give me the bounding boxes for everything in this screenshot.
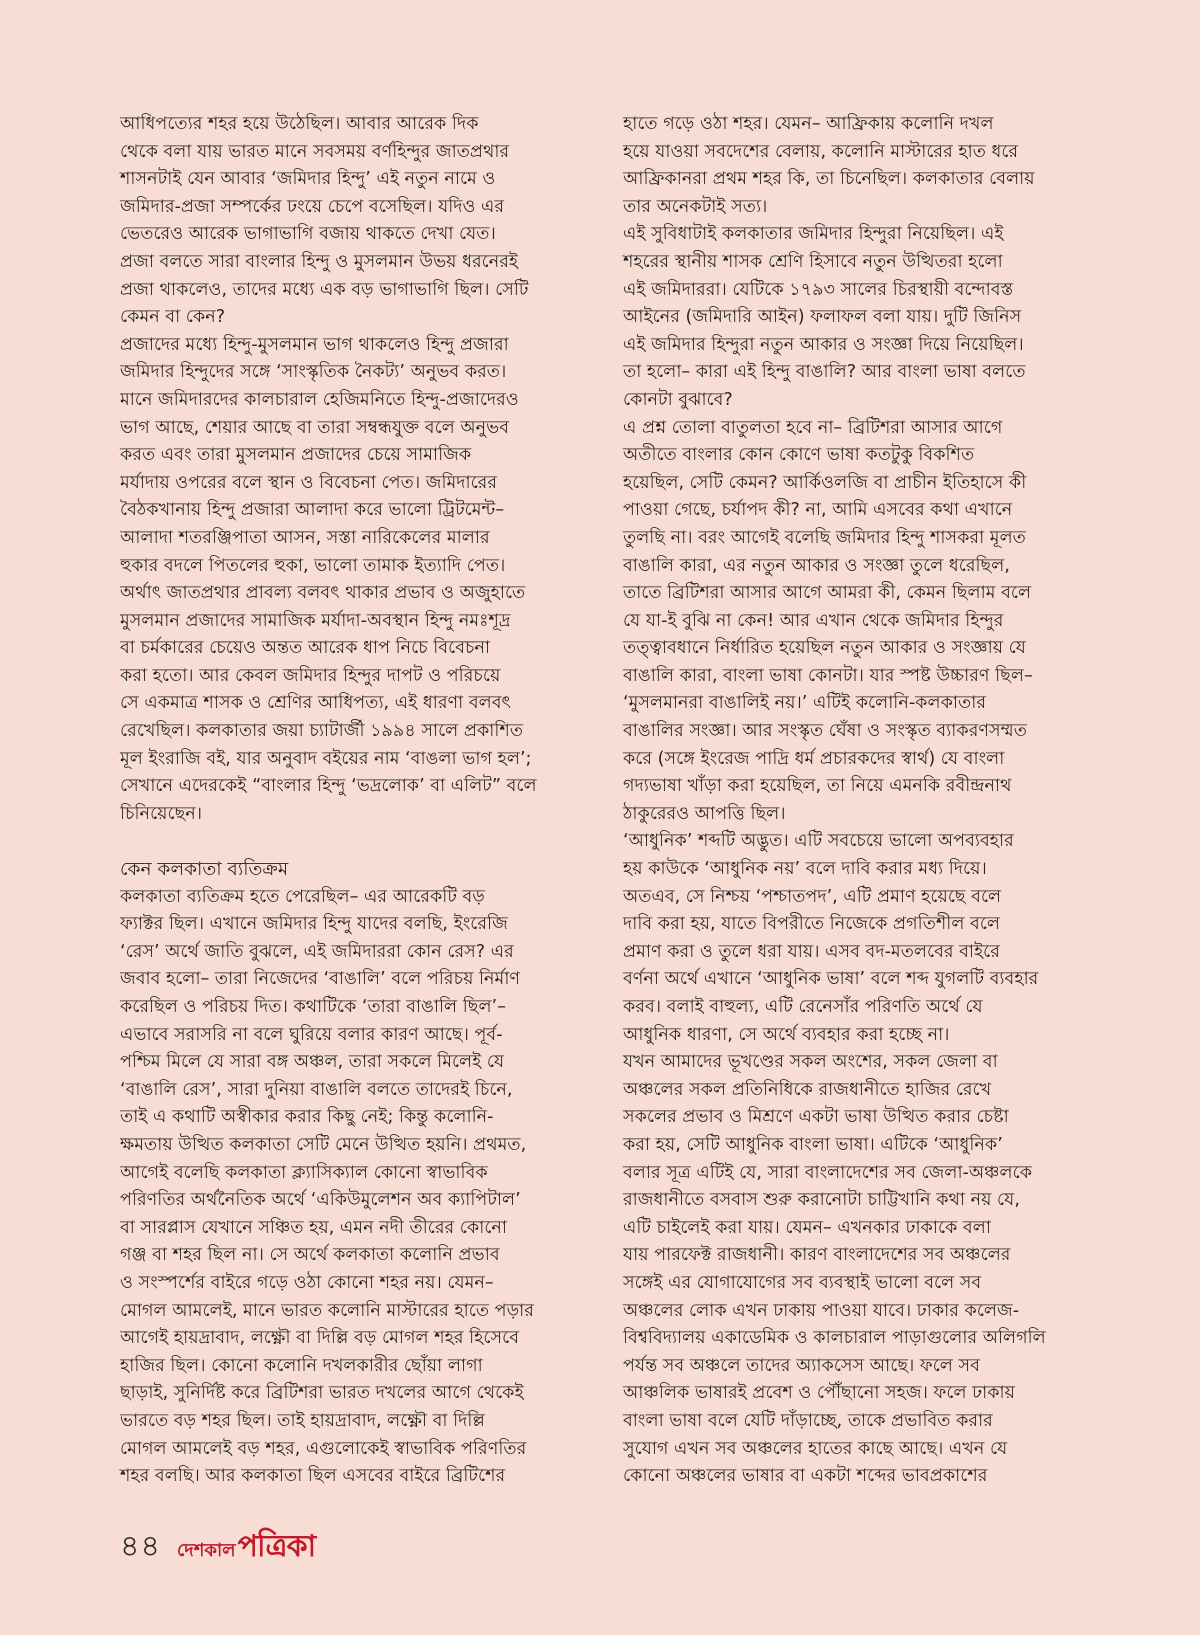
- left-column: [120, 111, 590, 1491]
- text-line: মোগল আমলেই, মানে ভারত কলোনি মাস্টারের হাতে পড়ার: [120, 1300, 534, 1321]
- text-line: কোনো অঞ্চলের ভাষার বা একটা শব্দের ভাবপ্রকাশের: [623, 1466, 988, 1487]
- text-line: করত এবং তারা মুসলমান প্রজাদের চেয়ে সামাজিক: [120, 445, 472, 466]
- text-line: সেখানে এদেরকেই “বাংলার হিন্দু ‘ভদ্রলোক’ বা এলিট” বলে: [120, 776, 537, 797]
- text-line: হাতে গড়ে ওঠা শহর। যেমন– আফ্রিকায় কলোনি দখল: [623, 114, 994, 134]
- text-line: প্রজাদের মধ্যে হিন্দু-মুসলমান ভাগ থাকলেও হিন্দু প্রজারা: [120, 334, 509, 355]
- text-line: পর্যন্ত সব অঞ্চলে তাদের অ্যাকসেস আছে। ফলে সব: [623, 1355, 980, 1376]
- text-line: অঞ্চলের সকল প্রতিনিধিকে রাজধানীতে হাজির রেখে: [623, 1079, 992, 1100]
- text-line: মুসলমান প্রজাদের সামাজিক মর্যাদা-অবস্থান হিন্দু নমঃশূদ্র: [120, 610, 511, 631]
- text-line: করব। বলাই বাহুল্য, এটি রেনেসাঁর পরিণতি অর্থে যে: [623, 997, 983, 1017]
- text-line: সঙ্গেই এর যোগাযোগের সব ব্যবস্থাই ভালো বলে সব: [623, 1272, 982, 1293]
- text-line: করেছিল ও পরিচয় দিত। কথাটিকে ‘তারা বাঙালি ছিল’–: [120, 997, 506, 1017]
- section-heading: কেন কলকাতা ব্যতিক্রম: [120, 859, 289, 881]
- text-line: আইনের (জমিদারি আইন) ফলাফল বলা যায়। দুটি জিনিস: [623, 307, 1022, 328]
- text-line: গঞ্জ বা শহর ছিল না। সে অর্থে কলকাতা কলোনি প্রভাব: [120, 1245, 500, 1266]
- text-line: আগেই বলেছি কলকাতা ক্ল্যাসিক্যাল কোনো স্বাভাবিক: [120, 1162, 488, 1183]
- text-line: আঞ্চলিক ভাষারই প্রবেশ ও পৌঁছানো সহজ। ফলে ঢাকায়: [623, 1383, 1016, 1404]
- text-line: যে যা-ই বুঝি না কেন! আর এখান থেকে জমিদার হিন্দুর: [623, 610, 1004, 631]
- text-line: সুযোগ এখন সব অঞ্চলের হাতের কাছে আছে। এখন যে: [623, 1438, 1008, 1459]
- text-line: হাজির ছিল। কোনো কলোনি দখলকারীর ছোঁয়া লাগা: [120, 1355, 483, 1376]
- text-line: থেকে বলা যায় ভারত মানে সবসময় বর্ণহিন্দুর জাতপ্রথার: [120, 141, 510, 162]
- page-footer: [120, 1522, 315, 1573]
- text-line: হয় কাউকে ‘আধুনিক নয়’ বলে দাবি করার মধ্য দিয়ে।: [623, 859, 987, 880]
- text-line: প্রজা থাকলেও, তাদের মধ্যে এক বড় ভাগাভাগি ছিল। সেটি: [120, 279, 529, 300]
- text-line: বৈঠকখানায় হিন্দু প্রজারা আলাদা করে ভালো ট্রিটমেন্ট–: [120, 500, 505, 521]
- text-line: তা হলো– কারা এই হিন্দু বাঙালি? আর বাংলা ভাষা বলতে: [623, 362, 1026, 383]
- text-line: সকলের প্রভাব ও মিশ্রণে একটা ভাষা উত্থিত করার চেষ্টা: [623, 1107, 1009, 1128]
- text-line: জমিদার হিন্দুদের সঙ্গে ‘সাংস্কৃতিক নৈকট্য’ অনুভব করত।: [120, 362, 507, 383]
- text-line: হয়েছিল, সেটি কেমন? আর্কিওলজি বা প্রাচীন ইতিহাসে কী: [623, 472, 1027, 493]
- text-line: অতীতে বাংলার কোন কোণে ভাষা কতটুকু বিকশিত: [623, 445, 975, 466]
- text-line: গদ্যভাষা খাঁড়া করা হয়েছিল, তা নিয়ে এমনকি রবীন্দ্রনাথ: [623, 776, 1012, 797]
- text-line: এটি চাইলেই করা যায়। যেমন– এখনকার ঢাকাকে বলা: [623, 1217, 991, 1238]
- text-line: দাবি করা হয়, যাতে বিপরীতে নিজেকে প্রগতিশীল বলে: [623, 914, 1001, 935]
- text-line: শাসনটাই যেন আবার ‘জমিদার হিন্দু’ এই নতুন নামে ও: [120, 169, 496, 190]
- right-body-text: [623, 111, 1090, 1491]
- text-line: কলকাতা ব্যতিক্রম হতে পেরেছিল– এর আরেকটি বড়: [120, 886, 485, 907]
- text-line: অর্থাৎ জাতপ্রথার প্রাবল্য বলবৎ থাকার প্রভাব ও অজুহাতে: [120, 583, 526, 604]
- text-line: বলার সূত্র এটিই যে, সারা বাংলাদেশের সব জেলা-অঞ্চলকে: [623, 1162, 1033, 1183]
- text-line: পরিণতির অর্থনৈতিক অর্থে ‘একিউমুলেশন অব ক্যাপিটাল’: [120, 1190, 521, 1211]
- text-line: বাংলা ভাষা বলে যেটি দাঁড়াচ্ছে, তাকে প্রভাবিত করার: [623, 1410, 993, 1431]
- text-line: অঞ্চলের লোক এখন ঢাকায় পাওয়া যাবে। ঢাকার কলেজ-: [623, 1300, 1020, 1321]
- text-line: কোনটা বুঝাবে?: [623, 389, 733, 410]
- text-line: তাই এ কথাটি অস্বীকার করার কিছু নেই; কিন্তু কলোনি-: [120, 1107, 494, 1128]
- text-line: এই সুবিধাটাই কলকাতার জমিদার হিন্দুরা নিয়েছিল। এই: [623, 224, 1004, 245]
- text-line: ‘বাঙালি রেস’, সারা দুনিয়া বাঙালি বলতে তাদেরই চিনে,: [120, 1079, 513, 1100]
- text-line: তুলছি না। বরং আগেই বলেছি জমিদার হিন্দু শাসকরা মূলত: [623, 527, 1026, 548]
- left-body-text-1: [120, 111, 590, 828]
- text-line: মানে জমিদারদের কালচারাল হেজিমনিতে হিন্দু-প্রজাদেরও: [120, 389, 519, 410]
- text-line: ‘আধুনিক’ শব্দটি অদ্ভুত। এটি সবচেয়ে ভালো অপব্যবহার: [623, 831, 1014, 852]
- text-line: প্রজা বলতে সারা বাংলার হিন্দু ও মুসলমান উভয় ধরনেরই: [120, 251, 519, 272]
- text-line: আধিপত্যের শহর হয়ে উঠেছিল। আবার আরেক দিক: [120, 114, 479, 134]
- text-line: পাওয়া গেছে, চর্যাপদ কী? না, আমি এসবের কথা এখানে: [623, 500, 1013, 521]
- text-line: ভারতে বড় শহর ছিল। তাই হায়দ্রাবাদ, লক্ষ্ণৌ বা দিল্লি: [120, 1410, 485, 1431]
- text-line: রেখেছিল। কলকাতার জয়া চ্যাটার্জী ১৯৯৪ সালে প্রকাশিত: [120, 721, 524, 742]
- text-line: বিশ্ববিদ্যালয় একাডেমিক ও কালচারাল পাড়াগুলোর অলিগলি: [623, 1328, 1046, 1349]
- text-line: এই জমিদাররা। যেটিকে ১৭৯৩ সালের চিরস্থায়ী বন্দোবস্ত: [623, 279, 1014, 300]
- text-line: রাজধানীতে বসবাস শুরু করানোটা চাট্টিখানি কথা নয় যে,: [623, 1190, 1020, 1211]
- text-line: আলাদা শতরঞ্জিপাতা আসন, সস্তা নারিকেলের মালার: [120, 527, 490, 548]
- text-line: ‘মুসলমানরা বাঙালিই নয়।’ এটিই কলোনি-কলকাতার: [623, 693, 986, 714]
- text-line: প্রমাণ করা ও তুলে ধরা যায়। এসব বদ-মতলবের বাইরে: [623, 941, 1000, 962]
- text-line: আগেই হায়দ্রাবাদ, লক্ষ্ণৌ বা দিল্লি বড় মোগল শহর হিসেবে: [120, 1328, 519, 1349]
- text-line: ভেতরেও আরেক ভাগাভাগি বজায় থাকতে দেখা যেত।: [120, 224, 496, 245]
- text-line: ফ্যাক্টর ছিল। এখানে জমিদার হিন্দু যাদের বলছি, ইংরেজি: [120, 914, 508, 935]
- text-line: শহর বলছি। আর কলকাতা ছিল এসবের বাইরে ব্রিটিশের: [120, 1466, 506, 1487]
- text-line: মূল ইংরাজি বই, যার অনুবাদ বইয়ের নাম ‘বাঙলা ভাগ হল’;: [120, 748, 532, 769]
- text-line: ছাড়াই, সুনির্দিষ্ট করে ব্রিটিশরা ভারত দখলের আগে থেকেই: [120, 1383, 524, 1404]
- text-line: তত্ত্বাবধানে নির্ধারিত হয়েছিল নতুন আকার ও সংজ্ঞায় যে: [623, 638, 1026, 659]
- text-line: বা সারপ্লাস যেখানে সঞ্চিত হয়, এমন নদী তীরের কোনো: [120, 1217, 508, 1238]
- text-line: তার অনেকটাই সত্য।: [623, 196, 768, 217]
- text-line: বর্ণনা অর্থে এখানে ‘আধুনিক ভাষা’ বলে শব্দ যুগলটি ব্যবহার: [623, 969, 1039, 990]
- text-line: এ প্রশ্ন তোলা বাতুলতা হবে না– ব্রিটিশরা আসার আগে: [623, 417, 1003, 438]
- text-line: জবাব হলো– তারা নিজেদের ‘বাঙালি’ বলে পরিচয় নির্মাণ: [120, 969, 521, 990]
- text-line: বাঙালি কারা, বাংলা ভাষা কোনটা। যার স্পষ্ট উচ্চারণ ছিল–: [623, 665, 1033, 686]
- text-line: আফ্রিকানরা প্রথম শহর কি, তা চিনেছিল। কলকাতার বেলায়: [623, 169, 1035, 190]
- text-line: যখন আমাদের ভূখণ্ডের সকল অংশের, সকল জেলা বা: [623, 1052, 998, 1073]
- text-line: করা হয়, সেটি আধুনিক বাংলা ভাষা। এটিকে ‘আধুনিক’: [623, 1134, 1003, 1155]
- text-line: অতএব, সে নিশ্চয় ‘পশ্চাতপদ’, এটি প্রমাণ হয়েছে বলে: [623, 886, 1002, 907]
- text-line: মর্যাদায় ওপরের বলে স্থান ও বিবেচনা পেত। জমিদারের: [120, 472, 498, 493]
- text-line: পশ্চিম মিলে যে সারা বঙ্গ অঞ্চল, তারা সকলে মিলেই যে: [120, 1052, 505, 1073]
- text-line: কেমন বা কেন?: [120, 307, 226, 328]
- right-column: [623, 111, 1090, 1491]
- text-line: যায় পারফেক্ট রাজধানী। কারণ বাংলাদেশের সব অঞ্চলের: [623, 1245, 1011, 1266]
- text-line: বাঙালির সংজ্ঞা। আর সংস্কৃত ঘেঁষা ও সংস্কৃত ব্যাকরণসম্মত: [623, 721, 1027, 742]
- text-line: ঠাকুরেরও আপত্তি ছিল।: [623, 803, 786, 824]
- text-line: হুকার বদলে পিতলের হুকা, ভালো তামাক ইত্যাদি পেত।: [120, 555, 506, 576]
- text-line: ভাগ আছে, শেয়ার আছে বা তারা সম্বন্ধযুক্ত বলে অনুভব: [120, 417, 510, 438]
- text-line: করে (সঙ্গে ইংরেজ পাদ্রি ধর্ম প্রচারকদের স্বার্থ) যে বাংলা: [623, 748, 1005, 769]
- text-line: এভাবে সরাসরি না বলে ঘুরিয়ে বলার কারণ আছে। পূর্ব-: [120, 1024, 503, 1045]
- text-line: বা চর্মকারের চেয়েও অন্তত আরেক ধাপ নিচে বিবেচনা: [120, 638, 491, 659]
- text-line: শহরের স্থানীয় শাসক শ্রেণি হিসাবে নতুন উত্থিতরা হলো: [623, 251, 1003, 272]
- left-body-text-2: [120, 884, 590, 1491]
- text-line: এই জমিদার হিন্দুরা নতুন আকার ও সংজ্ঞা দিয়ে নিয়েছিল।: [623, 334, 1024, 355]
- text-line: চিনিয়েছেন।: [120, 803, 203, 824]
- text-line: সে একমাত্র শাসক ও শ্রেণির আধিপত্য, এই ধারণা বলবৎ: [120, 693, 511, 714]
- logo-text-small: দেশকাল: [176, 1540, 236, 1561]
- text-line: হয়ে যাওয়া সবদেশের বেলায়, কলোনি মাস্টারের হাত ধরে: [623, 141, 1019, 162]
- text-line: ‘রেস’ অর্থে জাতি বুঝলে, এই জমিদাররা কোন রেস? এর: [120, 941, 514, 962]
- text-line: ক্ষমতায় উত্থিত কলকাতা সেটি মেনে উত্থিত হয়নি। প্রথমত,: [120, 1134, 527, 1155]
- text-line: তাতে ব্রিটিশরা আসার আগে আমরা কী, কেমন ছিলাম বলে: [623, 583, 1032, 604]
- text-line: জমিদার-প্রজা সম্পর্কের ঢংয়ে চেপে বসেছিল। যদিও এর: [120, 196, 505, 217]
- text-line: আধুনিক ধারণা, সে অর্থে ব্যবহার করা হচ্ছে না।: [623, 1024, 950, 1045]
- text-line: করা হতো। আর কেবল জমিদার হিন্দুর দাপট ও পরিচয়ে: [120, 665, 501, 686]
- page-number: ৪৪: [120, 1529, 161, 1564]
- text-line: বাঙালি কারা, এর নতুন আকার ও সংজ্ঞা তুলে ধরেছিল,: [623, 555, 1010, 576]
- magazine-logo: [177, 1522, 315, 1573]
- section-gap: [120, 828, 590, 856]
- logo-text-big: পত্রিকা: [237, 1529, 316, 1564]
- text-line: ও সংস্পর্শের বাইরে গড়ে ওঠা কোনো শহর নয়। যেমন–: [120, 1272, 494, 1293]
- text-line: মোগল আমলেই বড় শহর, এগুলোকেই স্বাভাবিক পরিণতির: [120, 1438, 527, 1459]
